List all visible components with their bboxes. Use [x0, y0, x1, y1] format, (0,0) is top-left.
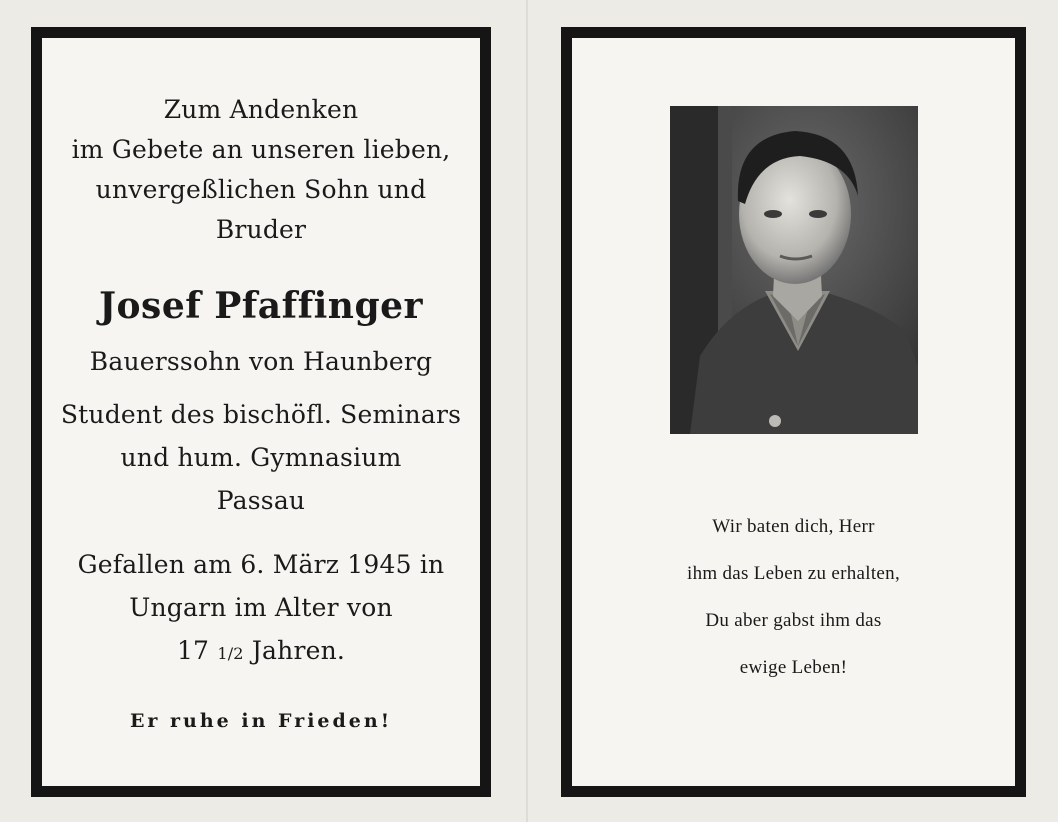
age-fraction: 1/2 [217, 644, 244, 663]
intro-line-1: Zum Andenken [163, 95, 359, 124]
verse-line-1: Wir baten dich, Herr [712, 516, 875, 537]
portrait-image [670, 106, 918, 434]
card-fold [526, 0, 528, 822]
verse-line-2: ihm das Leben zu erhalten, [686, 563, 901, 584]
detail-line-2: Student des bischöfl. Seminars [60, 400, 462, 429]
detail-line-3: und hum. Gymnasium [120, 443, 402, 472]
verse-line-3: Du aber gabst ihm das [705, 610, 882, 631]
detail-line-4: Passau [216, 486, 306, 515]
memorial-photo-card [561, 27, 1026, 797]
intro-line-3: unvergeßlichen Sohn und [95, 175, 427, 204]
intro-line-4: Bruder [215, 215, 307, 244]
detail-line-1: Bauerssohn von Haunberg [89, 347, 433, 376]
age-unit: Jahren. [251, 636, 346, 665]
portrait-photo [670, 106, 918, 434]
deceased-name: Josef Pfaffinger [99, 285, 423, 327]
death-line-2: Ungarn im Alter von [129, 593, 393, 622]
death-line-1: Gefallen am 6. März 1945 in [77, 550, 445, 579]
age-line [42, 636, 480, 665]
intro-line-2: im Gebete an unseren lieben, [71, 135, 451, 164]
age-number: 17 [176, 636, 210, 665]
verse-line-4: ewige Leben! [739, 657, 848, 678]
memorial-text-card [31, 27, 491, 797]
closing-blessing: Er ruhe in Frieden! [129, 710, 393, 732]
